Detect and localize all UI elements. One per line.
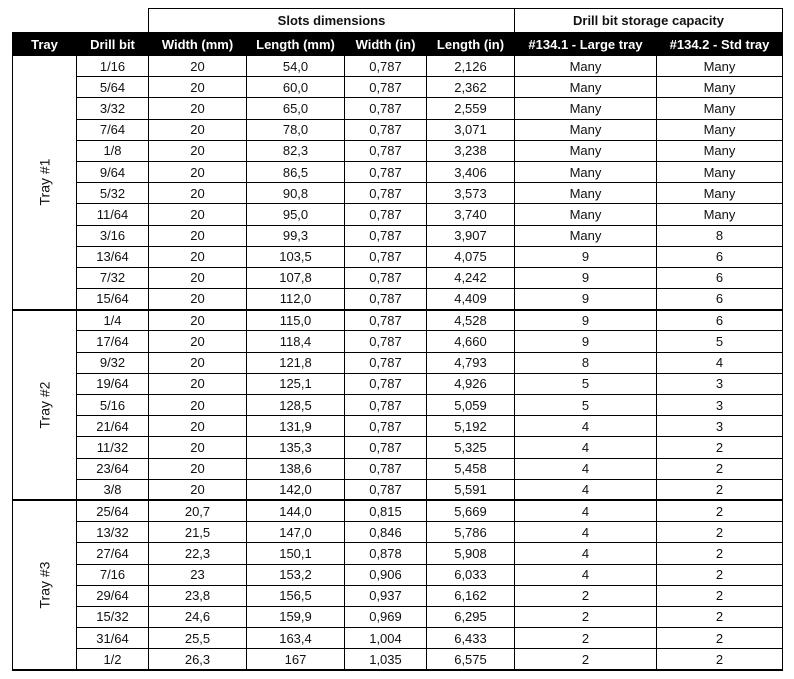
std-tray-cell: 2: [657, 458, 783, 479]
tray-label-cell: [13, 500, 77, 670]
length-mm-cell: 121,8: [247, 352, 345, 373]
width-mm-cell: 20: [149, 77, 247, 98]
std-tray-cell: 3: [657, 416, 783, 437]
large-tray-cell: Many: [515, 140, 657, 161]
length-mm-cell: 135,3: [247, 437, 345, 458]
drill-bit-cell: 31/64: [77, 628, 149, 649]
length-in-cell: 5,458: [427, 458, 515, 479]
length-in-cell: 4,926: [427, 373, 515, 394]
table-row: [13, 628, 783, 649]
width-in-cell: 0,787: [345, 225, 427, 246]
large-tray-cell: Many: [515, 98, 657, 119]
std-tray-cell: 6: [657, 246, 783, 267]
tray-label: Tray #3: [36, 561, 53, 609]
length-in-cell: 2,126: [427, 56, 515, 77]
large-tray-cell: Many: [515, 204, 657, 225]
table-row: [13, 479, 783, 500]
length-mm-cell: 65,0: [247, 98, 345, 119]
table-row: [13, 161, 783, 182]
group-header-slots: Slots dimensions: [149, 9, 515, 33]
drill-bit-cell: 5/64: [77, 77, 149, 98]
std-tray-cell: 2: [657, 606, 783, 627]
drill-bit-cell: 11/64: [77, 204, 149, 225]
large-tray-cell: 2: [515, 606, 657, 627]
length-in-cell: 2,559: [427, 98, 515, 119]
width-mm-cell: 25,5: [149, 628, 247, 649]
large-tray-cell: Many: [515, 77, 657, 98]
width-in-cell: 0,846: [345, 522, 427, 543]
std-tray-cell: Many: [657, 77, 783, 98]
std-tray-cell: 5: [657, 331, 783, 352]
length-in-cell: 5,786: [427, 522, 515, 543]
std-tray-cell: Many: [657, 119, 783, 140]
length-in-cell: 6,033: [427, 564, 515, 585]
length-in-cell: 5,325: [427, 437, 515, 458]
width-mm-cell: 20: [149, 437, 247, 458]
length-mm-cell: 142,0: [247, 479, 345, 500]
drill-bit-cell: 15/32: [77, 606, 149, 627]
large-tray-cell: 4: [515, 416, 657, 437]
large-tray-cell: 8: [515, 352, 657, 373]
width-mm-cell: 22,3: [149, 543, 247, 564]
drill-bit-cell: 1/16: [77, 56, 149, 77]
column-header-drill-bit: Drill bit: [77, 33, 149, 56]
tray-label-cell: [13, 310, 77, 501]
large-tray-cell: 4: [515, 500, 657, 521]
std-tray-cell: 8: [657, 225, 783, 246]
std-tray-cell: 2: [657, 649, 783, 670]
width-in-cell: 0,787: [345, 331, 427, 352]
width-mm-cell: 20: [149, 479, 247, 500]
std-tray-cell: 2: [657, 543, 783, 564]
length-mm-cell: 153,2: [247, 564, 345, 585]
large-tray-cell: 4: [515, 458, 657, 479]
drill-bit-cell: 1/4: [77, 310, 149, 331]
drill-bit-cell: 25/64: [77, 500, 149, 521]
std-tray-cell: 2: [657, 479, 783, 500]
drill-bit-cell: 13/64: [77, 246, 149, 267]
drill-bit-cell: 1/8: [77, 140, 149, 161]
table-row: [13, 267, 783, 288]
width-in-cell: 0,787: [345, 373, 427, 394]
drill-bit-cell: 3/32: [77, 98, 149, 119]
table-row: [13, 331, 783, 352]
table-container: [12, 8, 783, 671]
std-tray-cell: 3: [657, 395, 783, 416]
large-tray-cell: Many: [515, 183, 657, 204]
table-row: [13, 564, 783, 585]
table-row: [13, 500, 783, 521]
drill-bit-cell: 19/64: [77, 373, 149, 394]
column-header-large-tray: #134.1 - Large tray: [515, 33, 657, 56]
width-in-cell: 0,787: [345, 56, 427, 77]
width-mm-cell: 20: [149, 458, 247, 479]
width-mm-cell: 26,3: [149, 649, 247, 670]
drill-bit-cell: 1/2: [77, 649, 149, 670]
width-mm-cell: 20,7: [149, 500, 247, 521]
width-in-cell: 1,035: [345, 649, 427, 670]
drill-bit-cell: 7/32: [77, 267, 149, 288]
width-in-cell: 0,787: [345, 204, 427, 225]
std-tray-cell: 3: [657, 373, 783, 394]
std-tray-cell: 2: [657, 437, 783, 458]
length-in-cell: 4,660: [427, 331, 515, 352]
width-in-cell: 0,878: [345, 543, 427, 564]
width-mm-cell: 20: [149, 183, 247, 204]
std-tray-cell: 2: [657, 564, 783, 585]
width-mm-cell: 20: [149, 246, 247, 267]
width-mm-cell: 20: [149, 373, 247, 394]
length-mm-cell: 82,3: [247, 140, 345, 161]
table-row: [13, 585, 783, 606]
width-mm-cell: 20: [149, 119, 247, 140]
table-row: [13, 183, 783, 204]
length-mm-cell: 99,3: [247, 225, 345, 246]
length-mm-cell: 118,4: [247, 331, 345, 352]
drill-bit-cell: 11/32: [77, 437, 149, 458]
drill-bit-cell: 9/32: [77, 352, 149, 373]
std-tray-cell: Many: [657, 56, 783, 77]
large-tray-cell: 9: [515, 331, 657, 352]
table-row: [13, 225, 783, 246]
length-mm-cell: 167: [247, 649, 345, 670]
tray-label: Tray #1: [36, 158, 53, 206]
width-mm-cell: 20: [149, 395, 247, 416]
large-tray-cell: Many: [515, 119, 657, 140]
column-header-width-mm: Width (mm): [149, 33, 247, 56]
width-mm-cell: 20: [149, 140, 247, 161]
table-row: [13, 543, 783, 564]
length-mm-cell: 90,8: [247, 183, 345, 204]
width-in-cell: 1,004: [345, 628, 427, 649]
table-body: [13, 56, 783, 670]
width-in-cell: 0,937: [345, 585, 427, 606]
width-mm-cell: 20: [149, 352, 247, 373]
length-in-cell: 3,406: [427, 161, 515, 182]
width-mm-cell: 20: [149, 416, 247, 437]
large-tray-cell: 9: [515, 289, 657, 310]
length-mm-cell: 144,0: [247, 500, 345, 521]
std-tray-cell: 6: [657, 289, 783, 310]
length-in-cell: 4,409: [427, 289, 515, 310]
length-mm-cell: 115,0: [247, 310, 345, 331]
length-mm-cell: 112,0: [247, 289, 345, 310]
length-mm-cell: 78,0: [247, 119, 345, 140]
drill-bit-cell: 29/64: [77, 585, 149, 606]
width-in-cell: 0,787: [345, 416, 427, 437]
width-in-cell: 0,787: [345, 395, 427, 416]
drill-bit-cell: 7/64: [77, 119, 149, 140]
large-tray-cell: 5: [515, 373, 657, 394]
length-mm-cell: 107,8: [247, 267, 345, 288]
std-tray-cell: Many: [657, 161, 783, 182]
length-in-cell: 5,192: [427, 416, 515, 437]
length-in-cell: 6,295: [427, 606, 515, 627]
length-in-cell: 5,908: [427, 543, 515, 564]
group-header-row: [13, 9, 783, 33]
group-header-capacity: Drill bit storage capacity: [515, 9, 783, 33]
large-tray-cell: 2: [515, 649, 657, 670]
drill-bit-cell: 9/64: [77, 161, 149, 182]
width-mm-cell: 20: [149, 289, 247, 310]
column-header-std-tray: #134.2 - Std tray: [657, 33, 783, 56]
length-mm-cell: 138,6: [247, 458, 345, 479]
width-in-cell: 0,787: [345, 479, 427, 500]
length-in-cell: 4,793: [427, 352, 515, 373]
column-header-length-mm: Length (mm): [247, 33, 345, 56]
std-tray-cell: 6: [657, 267, 783, 288]
column-header-width-in: Width (in): [345, 33, 427, 56]
std-tray-cell: Many: [657, 183, 783, 204]
length-in-cell: 3,071: [427, 119, 515, 140]
drill-bit-cell: 5/32: [77, 183, 149, 204]
width-mm-cell: 23,8: [149, 585, 247, 606]
table-row: [13, 246, 783, 267]
drill-bit-cell: 27/64: [77, 543, 149, 564]
length-mm-cell: 163,4: [247, 628, 345, 649]
length-in-cell: 3,238: [427, 140, 515, 161]
width-in-cell: 0,969: [345, 606, 427, 627]
drill-bit-cell: 7/16: [77, 564, 149, 585]
std-tray-cell: 2: [657, 500, 783, 521]
width-mm-cell: 23: [149, 564, 247, 585]
width-in-cell: 0,787: [345, 289, 427, 310]
large-tray-cell: 5: [515, 395, 657, 416]
std-tray-cell: Many: [657, 204, 783, 225]
large-tray-cell: 4: [515, 564, 657, 585]
width-mm-cell: 20: [149, 267, 247, 288]
large-tray-cell: Many: [515, 56, 657, 77]
column-header-tray: Tray: [13, 33, 77, 56]
width-in-cell: 0,787: [345, 77, 427, 98]
width-in-cell: 0,906: [345, 564, 427, 585]
width-mm-cell: 20: [149, 331, 247, 352]
width-mm-cell: 20: [149, 310, 247, 331]
large-tray-cell: 4: [515, 522, 657, 543]
table-row: [13, 204, 783, 225]
width-in-cell: 0,787: [345, 98, 427, 119]
width-mm-cell: 20: [149, 204, 247, 225]
length-in-cell: 6,575: [427, 649, 515, 670]
drill-bit-cell: 13/32: [77, 522, 149, 543]
length-in-cell: 2,362: [427, 77, 515, 98]
std-tray-cell: 2: [657, 522, 783, 543]
length-in-cell: 4,075: [427, 246, 515, 267]
table-row: [13, 352, 783, 373]
length-in-cell: 6,433: [427, 628, 515, 649]
length-mm-cell: 128,5: [247, 395, 345, 416]
length-in-cell: 5,669: [427, 500, 515, 521]
table-row: [13, 416, 783, 437]
width-in-cell: 0,787: [345, 140, 427, 161]
width-mm-cell: 20: [149, 225, 247, 246]
large-tray-cell: Many: [515, 161, 657, 182]
width-mm-cell: 20: [149, 98, 247, 119]
length-mm-cell: 60,0: [247, 77, 345, 98]
table-row: [13, 56, 783, 77]
table-row: [13, 649, 783, 670]
width-in-cell: 0,787: [345, 183, 427, 204]
column-header-row: [13, 33, 783, 56]
drill-bit-cell: 21/64: [77, 416, 149, 437]
length-mm-cell: 147,0: [247, 522, 345, 543]
length-in-cell: 6,162: [427, 585, 515, 606]
std-tray-cell: 4: [657, 352, 783, 373]
length-mm-cell: 150,1: [247, 543, 345, 564]
large-tray-cell: 9: [515, 267, 657, 288]
table-row: [13, 458, 783, 479]
std-tray-cell: Many: [657, 140, 783, 161]
width-in-cell: 0,815: [345, 500, 427, 521]
table-row: [13, 395, 783, 416]
std-tray-cell: 2: [657, 628, 783, 649]
width-in-cell: 0,787: [345, 246, 427, 267]
std-tray-cell: 2: [657, 585, 783, 606]
width-in-cell: 0,787: [345, 161, 427, 182]
length-mm-cell: 125,1: [247, 373, 345, 394]
drill-bit-cell: 23/64: [77, 458, 149, 479]
std-tray-cell: Many: [657, 98, 783, 119]
table-row: [13, 140, 783, 161]
drill-bit-cell: 3/16: [77, 225, 149, 246]
column-header-length-in: Length (in): [427, 33, 515, 56]
length-mm-cell: 54,0: [247, 56, 345, 77]
width-mm-cell: 24,6: [149, 606, 247, 627]
table-row: [13, 437, 783, 458]
length-mm-cell: 103,5: [247, 246, 345, 267]
length-in-cell: 3,573: [427, 183, 515, 204]
table-row: [13, 373, 783, 394]
length-mm-cell: 131,9: [247, 416, 345, 437]
width-mm-cell: 21,5: [149, 522, 247, 543]
std-tray-cell: 6: [657, 310, 783, 331]
table-row: [13, 77, 783, 98]
drill-bit-cell: 15/64: [77, 289, 149, 310]
table-row: [13, 310, 783, 331]
length-mm-cell: 156,5: [247, 585, 345, 606]
width-mm-cell: 20: [149, 56, 247, 77]
length-in-cell: 4,242: [427, 267, 515, 288]
table-row: [13, 98, 783, 119]
width-in-cell: 0,787: [345, 267, 427, 288]
tray-label: Tray #2: [36, 381, 53, 429]
drill-bit-cell: 3/8: [77, 479, 149, 500]
table-row: [13, 606, 783, 627]
width-in-cell: 0,787: [345, 458, 427, 479]
length-in-cell: 3,740: [427, 204, 515, 225]
tray-label-cell: [13, 56, 77, 310]
drill-bit-table: [12, 8, 783, 671]
length-in-cell: 4,528: [427, 310, 515, 331]
large-tray-cell: 4: [515, 479, 657, 500]
table-row: [13, 289, 783, 310]
length-mm-cell: 159,9: [247, 606, 345, 627]
table-row: [13, 522, 783, 543]
group-header-blank: [13, 9, 149, 33]
length-in-cell: 5,059: [427, 395, 515, 416]
width-in-cell: 0,787: [345, 437, 427, 458]
large-tray-cell: 9: [515, 246, 657, 267]
drill-bit-cell: 5/16: [77, 395, 149, 416]
width-in-cell: 0,787: [345, 352, 427, 373]
length-in-cell: 5,591: [427, 479, 515, 500]
length-mm-cell: 86,5: [247, 161, 345, 182]
width-in-cell: 0,787: [345, 119, 427, 140]
large-tray-cell: 9: [515, 310, 657, 331]
table-row: [13, 119, 783, 140]
width-in-cell: 0,787: [345, 310, 427, 331]
large-tray-cell: 2: [515, 585, 657, 606]
width-mm-cell: 20: [149, 161, 247, 182]
large-tray-cell: 4: [515, 543, 657, 564]
large-tray-cell: 4: [515, 437, 657, 458]
large-tray-cell: Many: [515, 225, 657, 246]
length-in-cell: 3,907: [427, 225, 515, 246]
drill-bit-cell: 17/64: [77, 331, 149, 352]
large-tray-cell: 2: [515, 628, 657, 649]
length-mm-cell: 95,0: [247, 204, 345, 225]
